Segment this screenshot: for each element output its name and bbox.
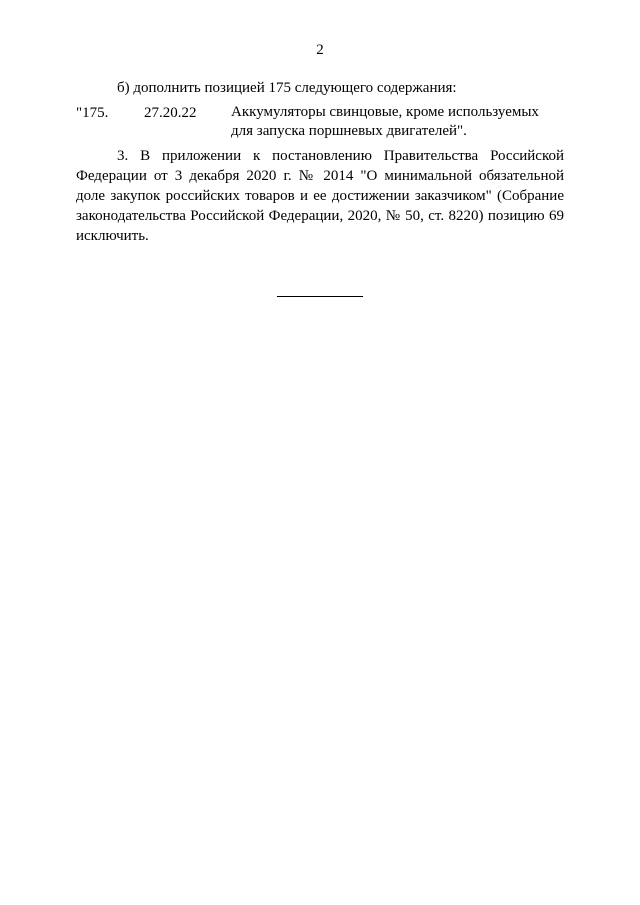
end-separator-line bbox=[277, 296, 363, 297]
paragraph-line: доле закупок российских товаров и ее достижении заказчиком" (Собрание bbox=[76, 188, 564, 204]
entry-description-line: Аккумуляторы свинцовые, кроме используемых bbox=[231, 104, 539, 120]
paragraph-3 bbox=[76, 146, 564, 246]
paragraph-line: законодательства Российской Федерации, 2020, № 50, ст. 8220) позицию 69 bbox=[76, 208, 564, 224]
entry-description bbox=[231, 103, 539, 141]
entry-description-line: для запуска поршневых двигателей". bbox=[231, 123, 467, 139]
list-entry-175 bbox=[76, 103, 566, 143]
amendment-intro: б) дополнить позицией 175 следующего содержания: bbox=[117, 80, 457, 96]
entry-code: 27.20.22 bbox=[144, 105, 197, 121]
paragraph-line: исключить. bbox=[76, 228, 149, 244]
page-number: 2 bbox=[316, 42, 324, 58]
paragraph-line: 3. В приложении к постановлению Правительства Российской bbox=[117, 148, 564, 164]
paragraph-line: Федерации от 3 декабря 2020 г. № 2014 "О минимальной обязательной bbox=[76, 168, 564, 184]
entry-number: "175. bbox=[76, 105, 109, 121]
